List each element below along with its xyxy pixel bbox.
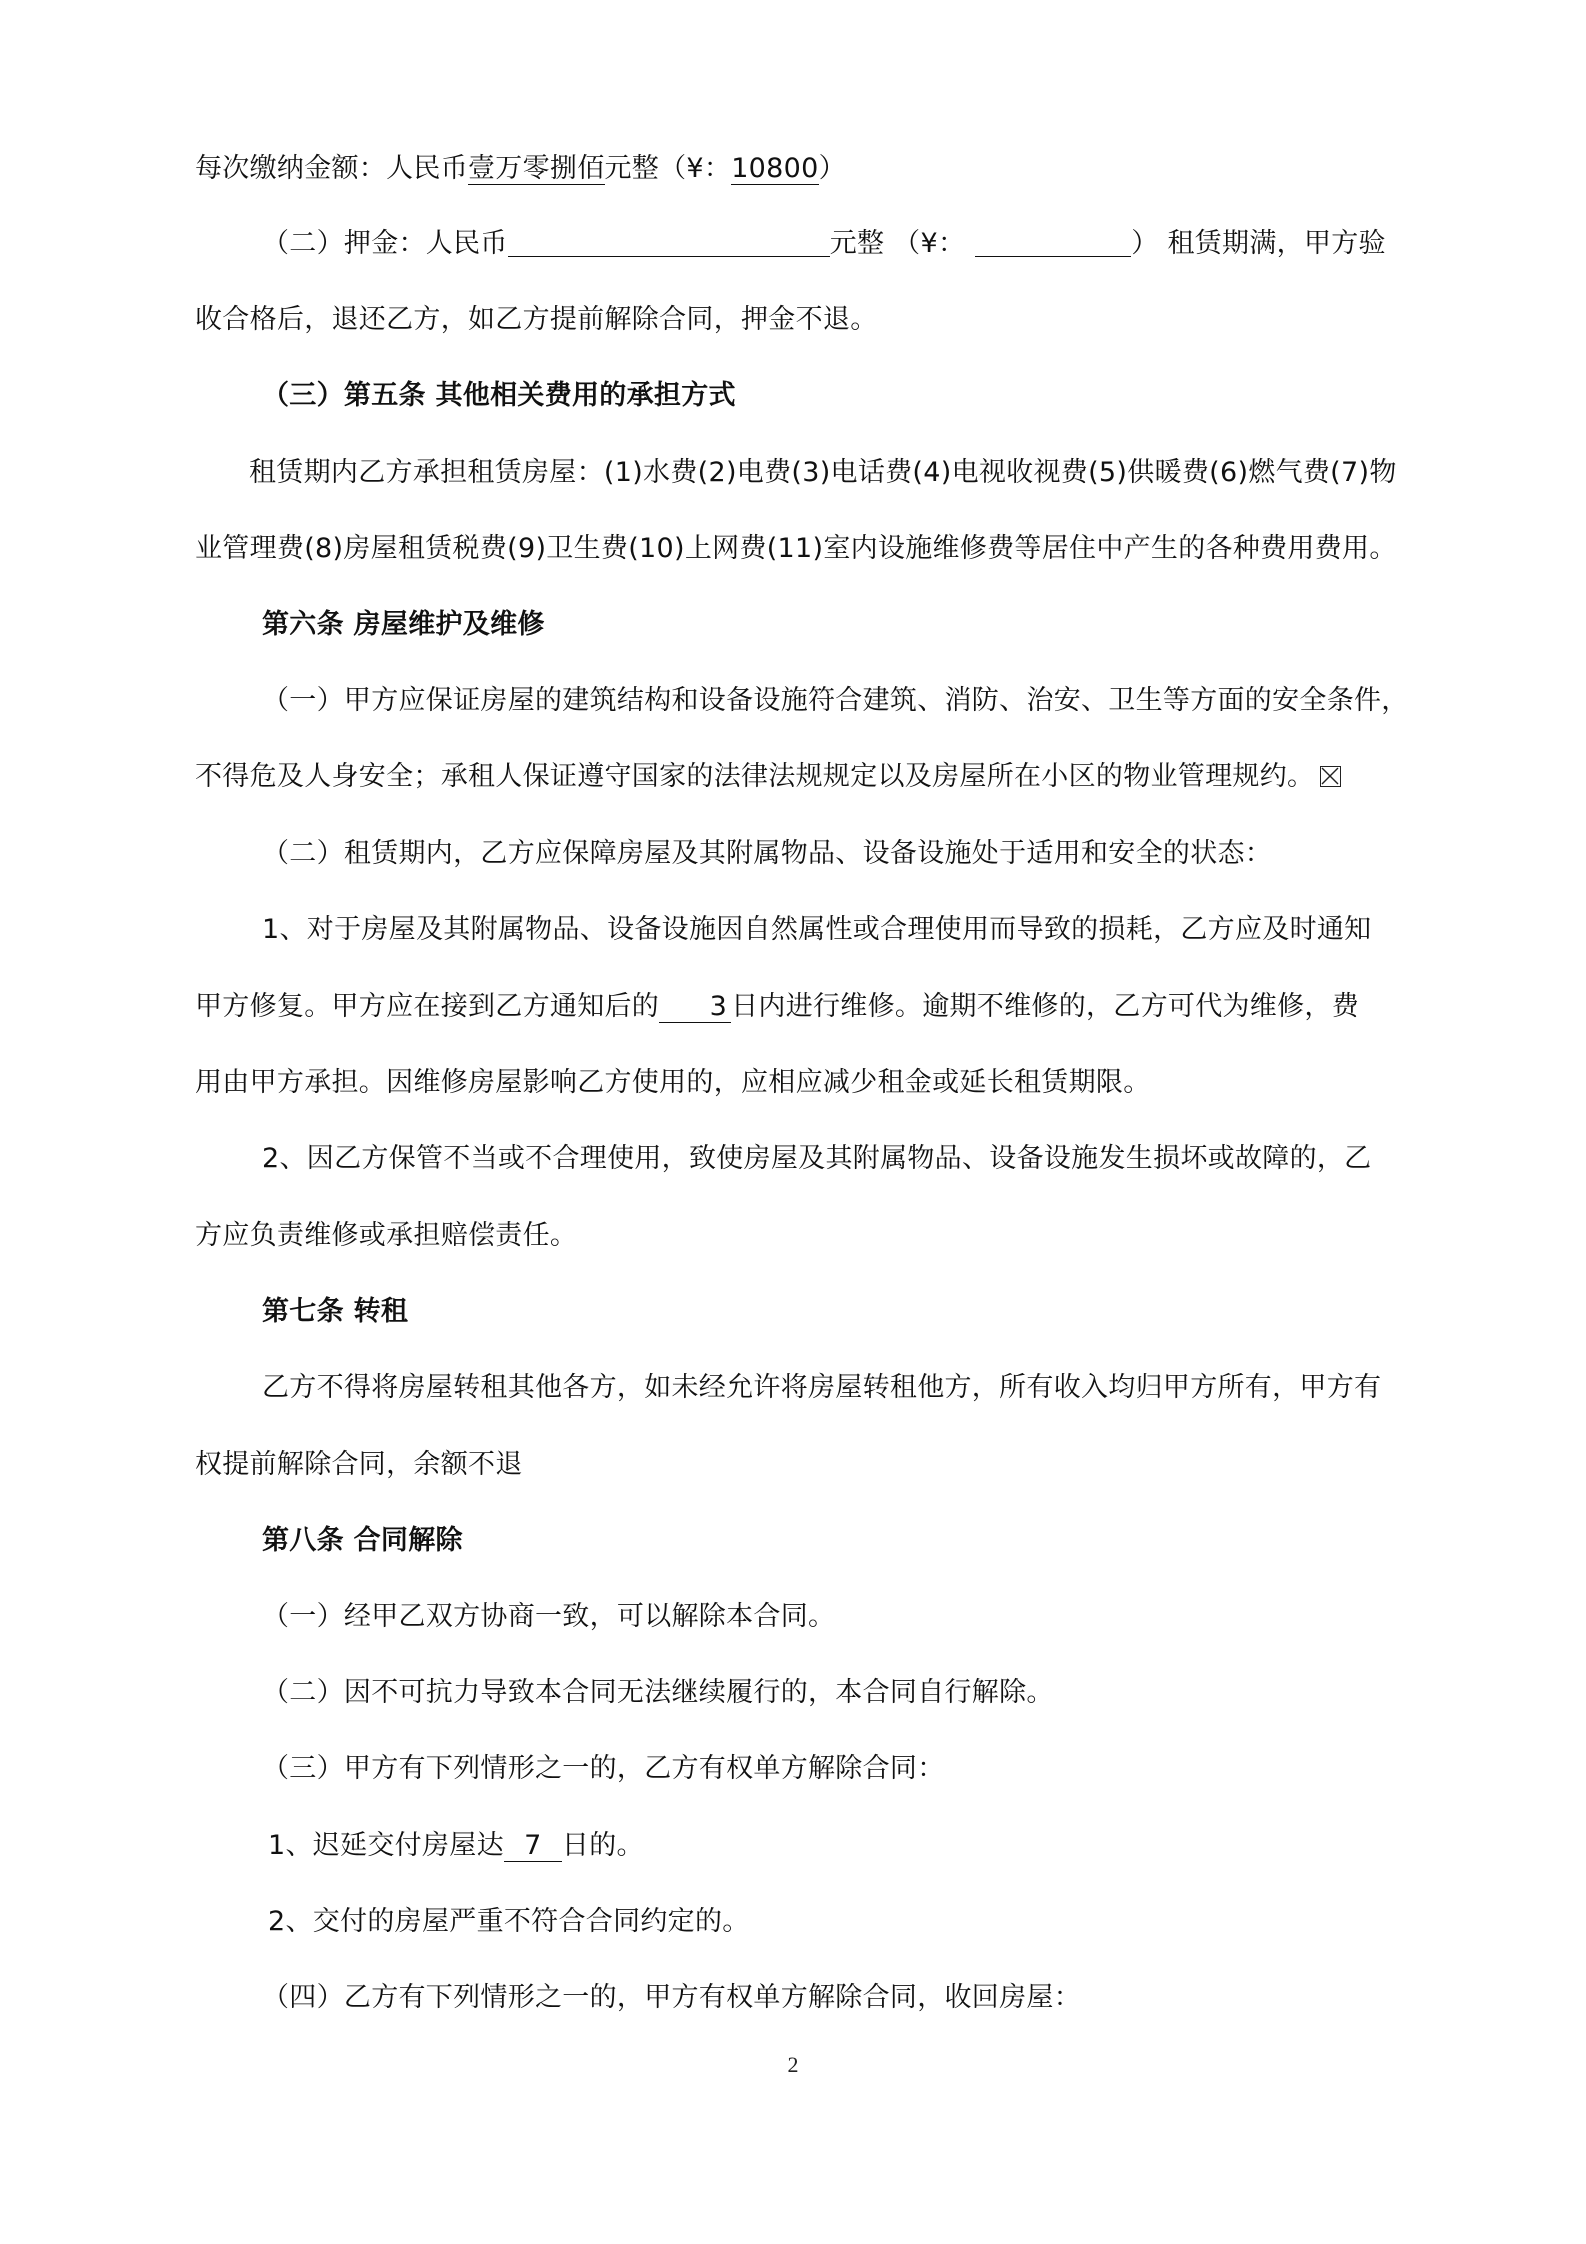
paragraph-line: （二）租赁期内，乙方应保障房屋及其附属物品、设备设施处于适用和安全的状态： bbox=[262, 838, 1273, 869]
paragraph-line: 2、因乙方保管不当或不合理使用，致使房屋及其附属物品、设备设施发生损坏或故障的，乙 bbox=[262, 1143, 1372, 1174]
payment-amount-currency-label: 元整（¥： bbox=[604, 153, 732, 184]
paragraph-line: （一）经甲乙双方协商一致，可以解除本合同。 bbox=[262, 1601, 836, 1632]
payment-amount-number: 10800 bbox=[731, 153, 819, 184]
repair-days-line bbox=[195, 989, 1359, 1025]
paragraph-line: 用由甲方承担。因维修房屋影响乙方使用的，应相应减少租金或延长租赁期限。 bbox=[195, 1067, 1151, 1098]
payment-amount-words: 壹万零捌佰 bbox=[468, 153, 605, 184]
deposit-line bbox=[262, 226, 1386, 262]
payment-amount-label: 每次缴纳金额：人民币 bbox=[195, 153, 468, 184]
paragraph-line: 收合格后，退还乙方，如乙方提前解除合同，押金不退。 bbox=[195, 304, 878, 335]
delay-days-text: 日的。 bbox=[561, 1830, 644, 1861]
payment-amount-close: ） bbox=[818, 153, 846, 184]
article-heading-sublease: 第七条 转租 bbox=[262, 1296, 409, 1327]
paragraph-text: 不得危及人身安全；承租人保证遵守国家的法律法规规定以及房屋所在小区的物业管理规约。 bbox=[195, 761, 1315, 792]
deposit-amount-blank bbox=[508, 226, 830, 257]
delay-days-value: 7 bbox=[504, 1831, 562, 1862]
paragraph-line: 2、交付的房屋严重不符合合同约定的。 bbox=[268, 1906, 750, 1937]
paragraph-line: 业管理费(8)房屋租赁税费(9)卫生费(10)上网费(11)室内设施维修费等居住中产生的各种费用费用。 bbox=[195, 533, 1397, 564]
delay-days-label: 1、迟延交付房屋达 bbox=[268, 1830, 504, 1861]
paragraph-line: 方应负责维修或承担赔偿责任。 bbox=[195, 1220, 578, 1251]
paragraph-line: （二）因不可抗力导致本合同无法继续履行的，本合同自行解除。 bbox=[262, 1677, 1054, 1708]
payment-amount-line bbox=[195, 151, 846, 187]
paragraph-line bbox=[195, 759, 1341, 795]
paragraph-line: 租赁期内乙方承担租赁房屋：(1)水费(2)电费(3)电话费(4)电视收视费(5)供暖费(6)燃气费(7)物 bbox=[249, 457, 1397, 488]
paragraph-line: （三）甲方有下列情形之一的，乙方有权单方解除合同： bbox=[262, 1753, 945, 1784]
crossed-checkbox-icon bbox=[1320, 766, 1341, 787]
paragraph-line: 权提前解除合同，余额不退 bbox=[195, 1449, 523, 1480]
paragraph-line: 1、对于房屋及其附属物品、设备设施因自然属性或合理使用而导致的损耗，乙方应及时通知 bbox=[262, 914, 1372, 945]
article-heading-maintenance: 第六条 房屋维护及维修 bbox=[262, 609, 545, 640]
article-heading-termination: 第八条 合同解除 bbox=[262, 1525, 463, 1556]
page-number: 2 bbox=[787, 2052, 799, 2077]
delay-days-line bbox=[268, 1828, 644, 1864]
deposit-number-blank bbox=[975, 226, 1131, 257]
paragraph-line: （一）甲方应保证房屋的建筑结构和设备设施符合建筑、消防、治安、卫生等方面的安全条件， bbox=[262, 685, 1409, 716]
paragraph-line: 乙方不得将房屋转租其他各方，如未经允许将房屋转租他方，所有收入均归甲方所有，甲方有 bbox=[262, 1372, 1382, 1403]
repair-days-value: 3 bbox=[659, 992, 731, 1023]
deposit-currency-label: 元整 （¥： bbox=[829, 228, 966, 259]
deposit-return-text: ） 租赁期满，甲方验 bbox=[1131, 228, 1386, 259]
deposit-label: （二）押金：人民币 bbox=[262, 228, 508, 259]
repair-days-text: 日内进行维修。逾期不维修的，乙方可代为维修，费 bbox=[731, 991, 1360, 1022]
repair-days-label: 甲方修复。甲方应在接到乙方通知后的 bbox=[195, 991, 660, 1022]
paragraph-line: （四）乙方有下列情形之一的，甲方有权单方解除合同，收回房屋： bbox=[262, 1982, 1081, 2013]
section-heading-fees: （三）第五条 其他相关费用的承担方式 bbox=[262, 380, 736, 411]
